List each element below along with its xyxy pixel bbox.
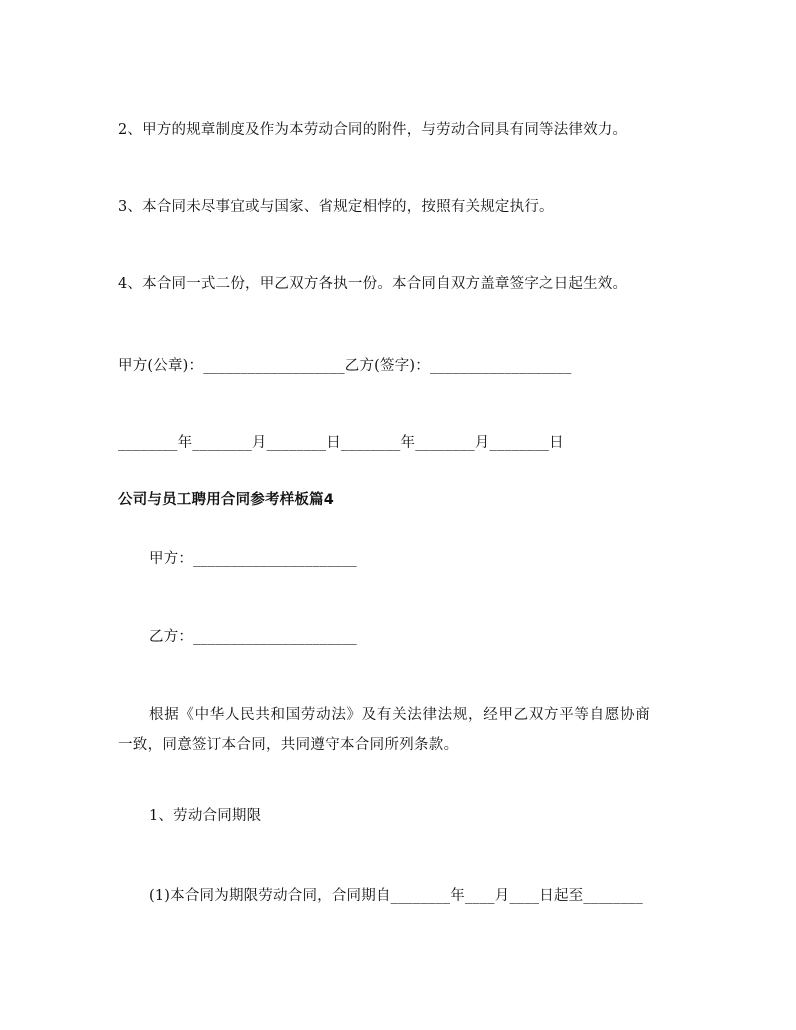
clause-4: 4、本合同一式二份，甲乙双方各执一份。本合同自双方盖章签字之日起生效。 (118, 276, 628, 292)
item-1-title: 1、劳动合同期限 (149, 808, 262, 824)
clause-2: 2、甲方的规章制度及作为本劳动合同的附件，与劳动合同具有同等法律效力。 (118, 122, 628, 138)
clause-3: 3、本合同未尽事宜或与国家、省规定相悖的，按照有关规定执行。 (118, 199, 554, 215)
signature-line: 甲方(公章)：___________________乙方(签字)：___________________ (118, 358, 572, 374)
section-title: 公司与员工聘用合同参考样板篇4 (118, 492, 335, 508)
intro-paragraph: 根据《中华人民共和国劳动法》及有关法律法规，经甲乙双方平等自愿协商一致，同意签订本合同，共同遵守本合同所列条款。 (118, 707, 650, 753)
party-b-line: 乙方：______________________ (149, 629, 357, 645)
party-a-line: 甲方：______________________ (149, 551, 357, 567)
date-line: ________年________月________日________年________月________日 (118, 435, 564, 451)
item-1-1: (1)本合同为期限劳动合同，合同期自________年____月____日起至________ (149, 888, 643, 904)
